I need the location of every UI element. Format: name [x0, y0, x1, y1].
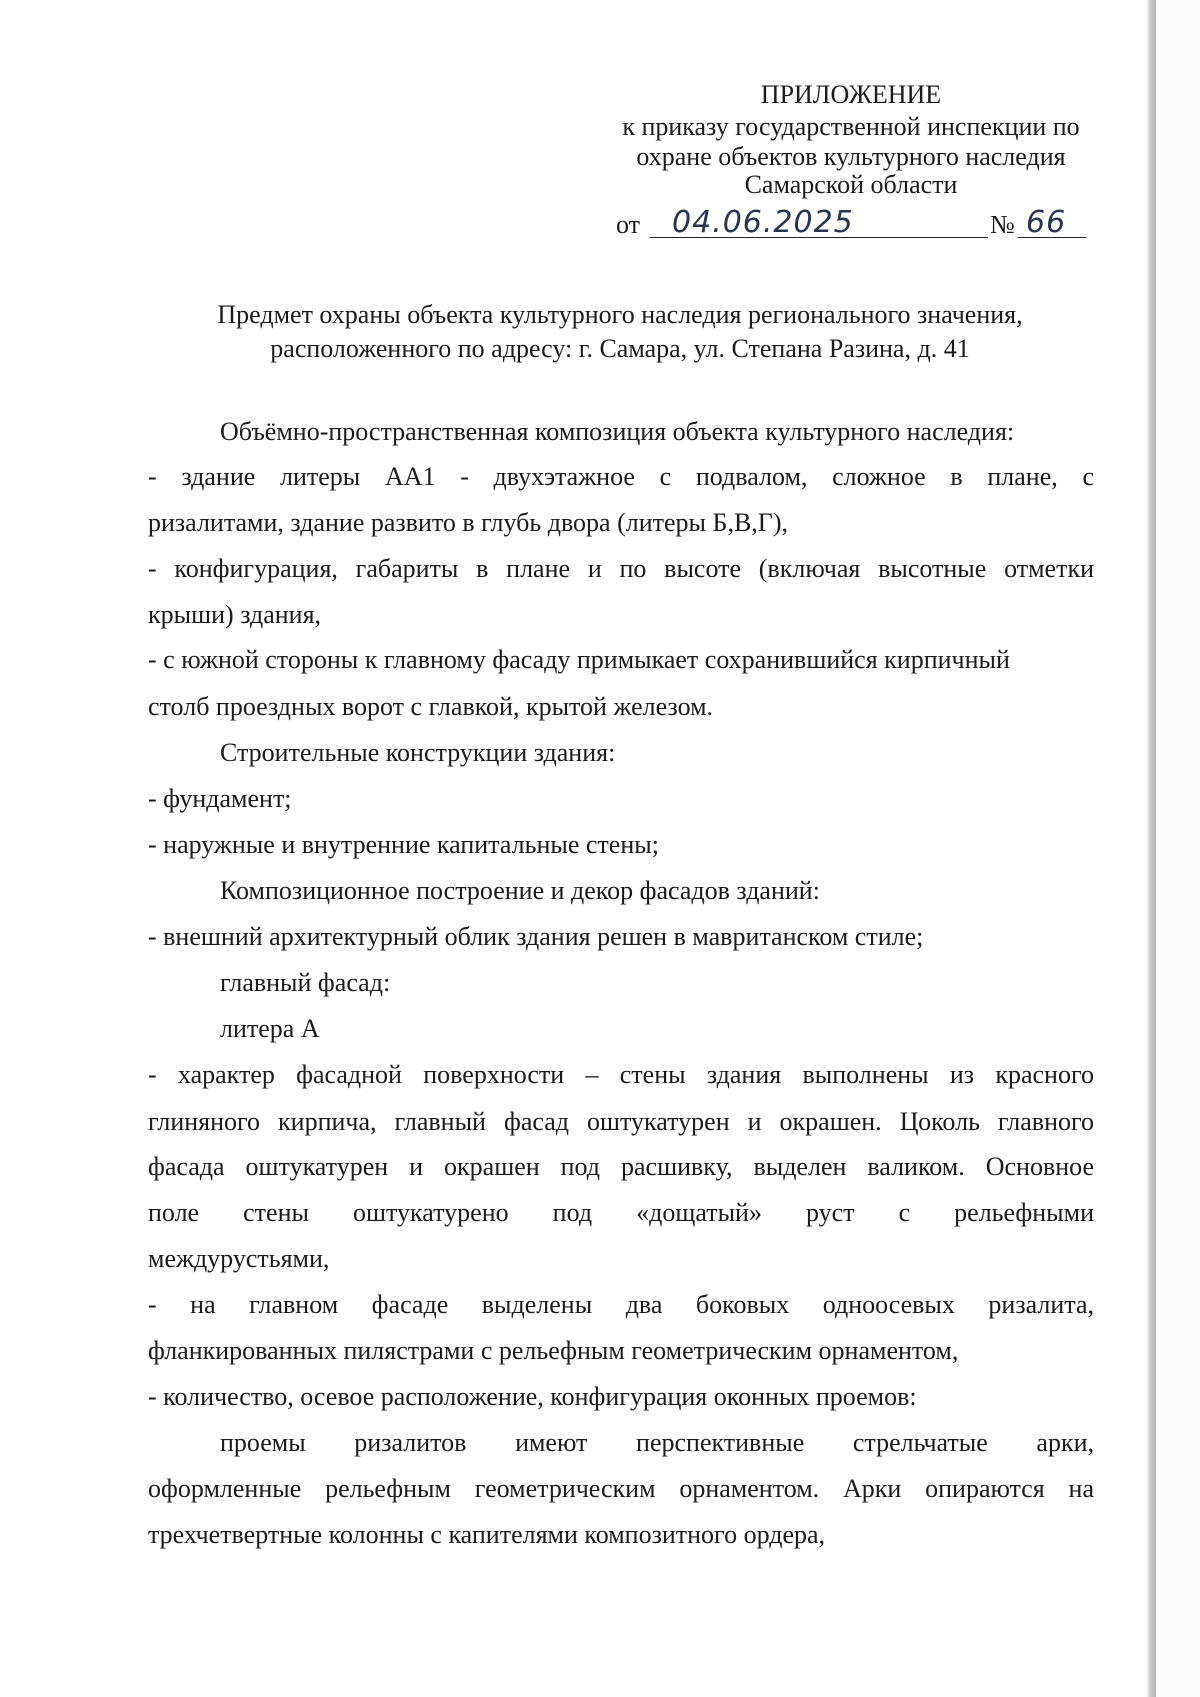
- date-prefix: от: [616, 210, 641, 239]
- page-edge-shadow: [1146, 0, 1156, 1697]
- body-line: главный фасад:: [220, 968, 391, 997]
- body-line: Композиционное построение и декор фасадов зданий:: [220, 876, 820, 905]
- appendix-title: ПРИЛОЖЕНИЕ: [760, 80, 942, 109]
- body-line: - фундамент;: [148, 784, 292, 813]
- body-line: ризалитами, здание развито в глубь двора (литеры Б,В,Г),: [148, 508, 788, 537]
- body-line: трехчетвертные колонны с капителями композитного ордера,: [148, 1520, 826, 1549]
- body-line: - конфигурация, габариты в плане и по высоте (включая высотные отметки: [148, 554, 1094, 583]
- body-line: Строительные конструкции здания:: [220, 738, 616, 767]
- body-line: оформленные рельефным геометрическим орнаментом. Арки опираются на: [148, 1474, 1094, 1503]
- handwritten-number: 66: [1026, 205, 1067, 240]
- body-line: Объёмно-пространственная композиция объекта культурного наследия:: [220, 417, 1015, 446]
- body-line: - на главном фасаде выделены два боковых одноосевых ризалита,: [148, 1290, 1094, 1319]
- order-date-row: [616, 205, 1086, 246]
- header-line-1: к приказу государственной инспекции по: [622, 112, 1080, 141]
- body-line: - количество, осевое расположение, конфигурация оконных проемов:: [148, 1382, 917, 1411]
- body-line: междурустьями,: [148, 1244, 330, 1273]
- body-line: крыши) здания,: [148, 600, 322, 629]
- body-line: - здание литеры АА1 - двухэтажное с подвалом, сложное в плане, с: [148, 462, 1094, 491]
- body-line: - наружные и внутренние капитальные стены;: [148, 830, 659, 859]
- body-line: глиняного кирпича, главный фасад оштукатурен и окрашен. Цоколь главного: [148, 1107, 1094, 1136]
- number-prefix: №: [990, 210, 1015, 239]
- body-line: - характер фасадной поверхности – стены здания выполнены из красного: [148, 1060, 1094, 1089]
- body-line: поле стены оштукатурено под «дощатый» руст с рельефными: [148, 1198, 1094, 1227]
- body-line: фланкированных пилястрами с рельефным геометрическим орнаментом,: [148, 1336, 959, 1365]
- body-line: - с южной стороны к главному фасаду примыкает сохранившийся кирпичный: [148, 645, 1010, 674]
- body-line: проемы ризалитов имеют перспективные стрельчатые арки,: [220, 1428, 1094, 1457]
- document-title-line-1: Предмет охраны объекта культурного наследия регионального значения,: [217, 300, 1023, 329]
- page-margin: [1156, 0, 1200, 1697]
- document-title-line-2: расположенного по адресу: г. Самара, ул. Степана Разина, д. 41: [270, 334, 970, 363]
- header-line-2: охране объектов культурного наследия: [636, 142, 1066, 171]
- body-line: столб проездных ворот с главкой, крытой железом.: [148, 692, 714, 721]
- body-line: - внешний архитектурный облик здания решен в мавританском стиле;: [148, 922, 924, 951]
- header-line-3: Самарской области: [744, 170, 958, 199]
- handwritten-date: 04.06.2025: [672, 205, 854, 240]
- body-line: литера А: [220, 1014, 320, 1043]
- body-line: фасада оштукатурен и окрашен под расшивку, выделен валиком. Основное: [148, 1152, 1094, 1181]
